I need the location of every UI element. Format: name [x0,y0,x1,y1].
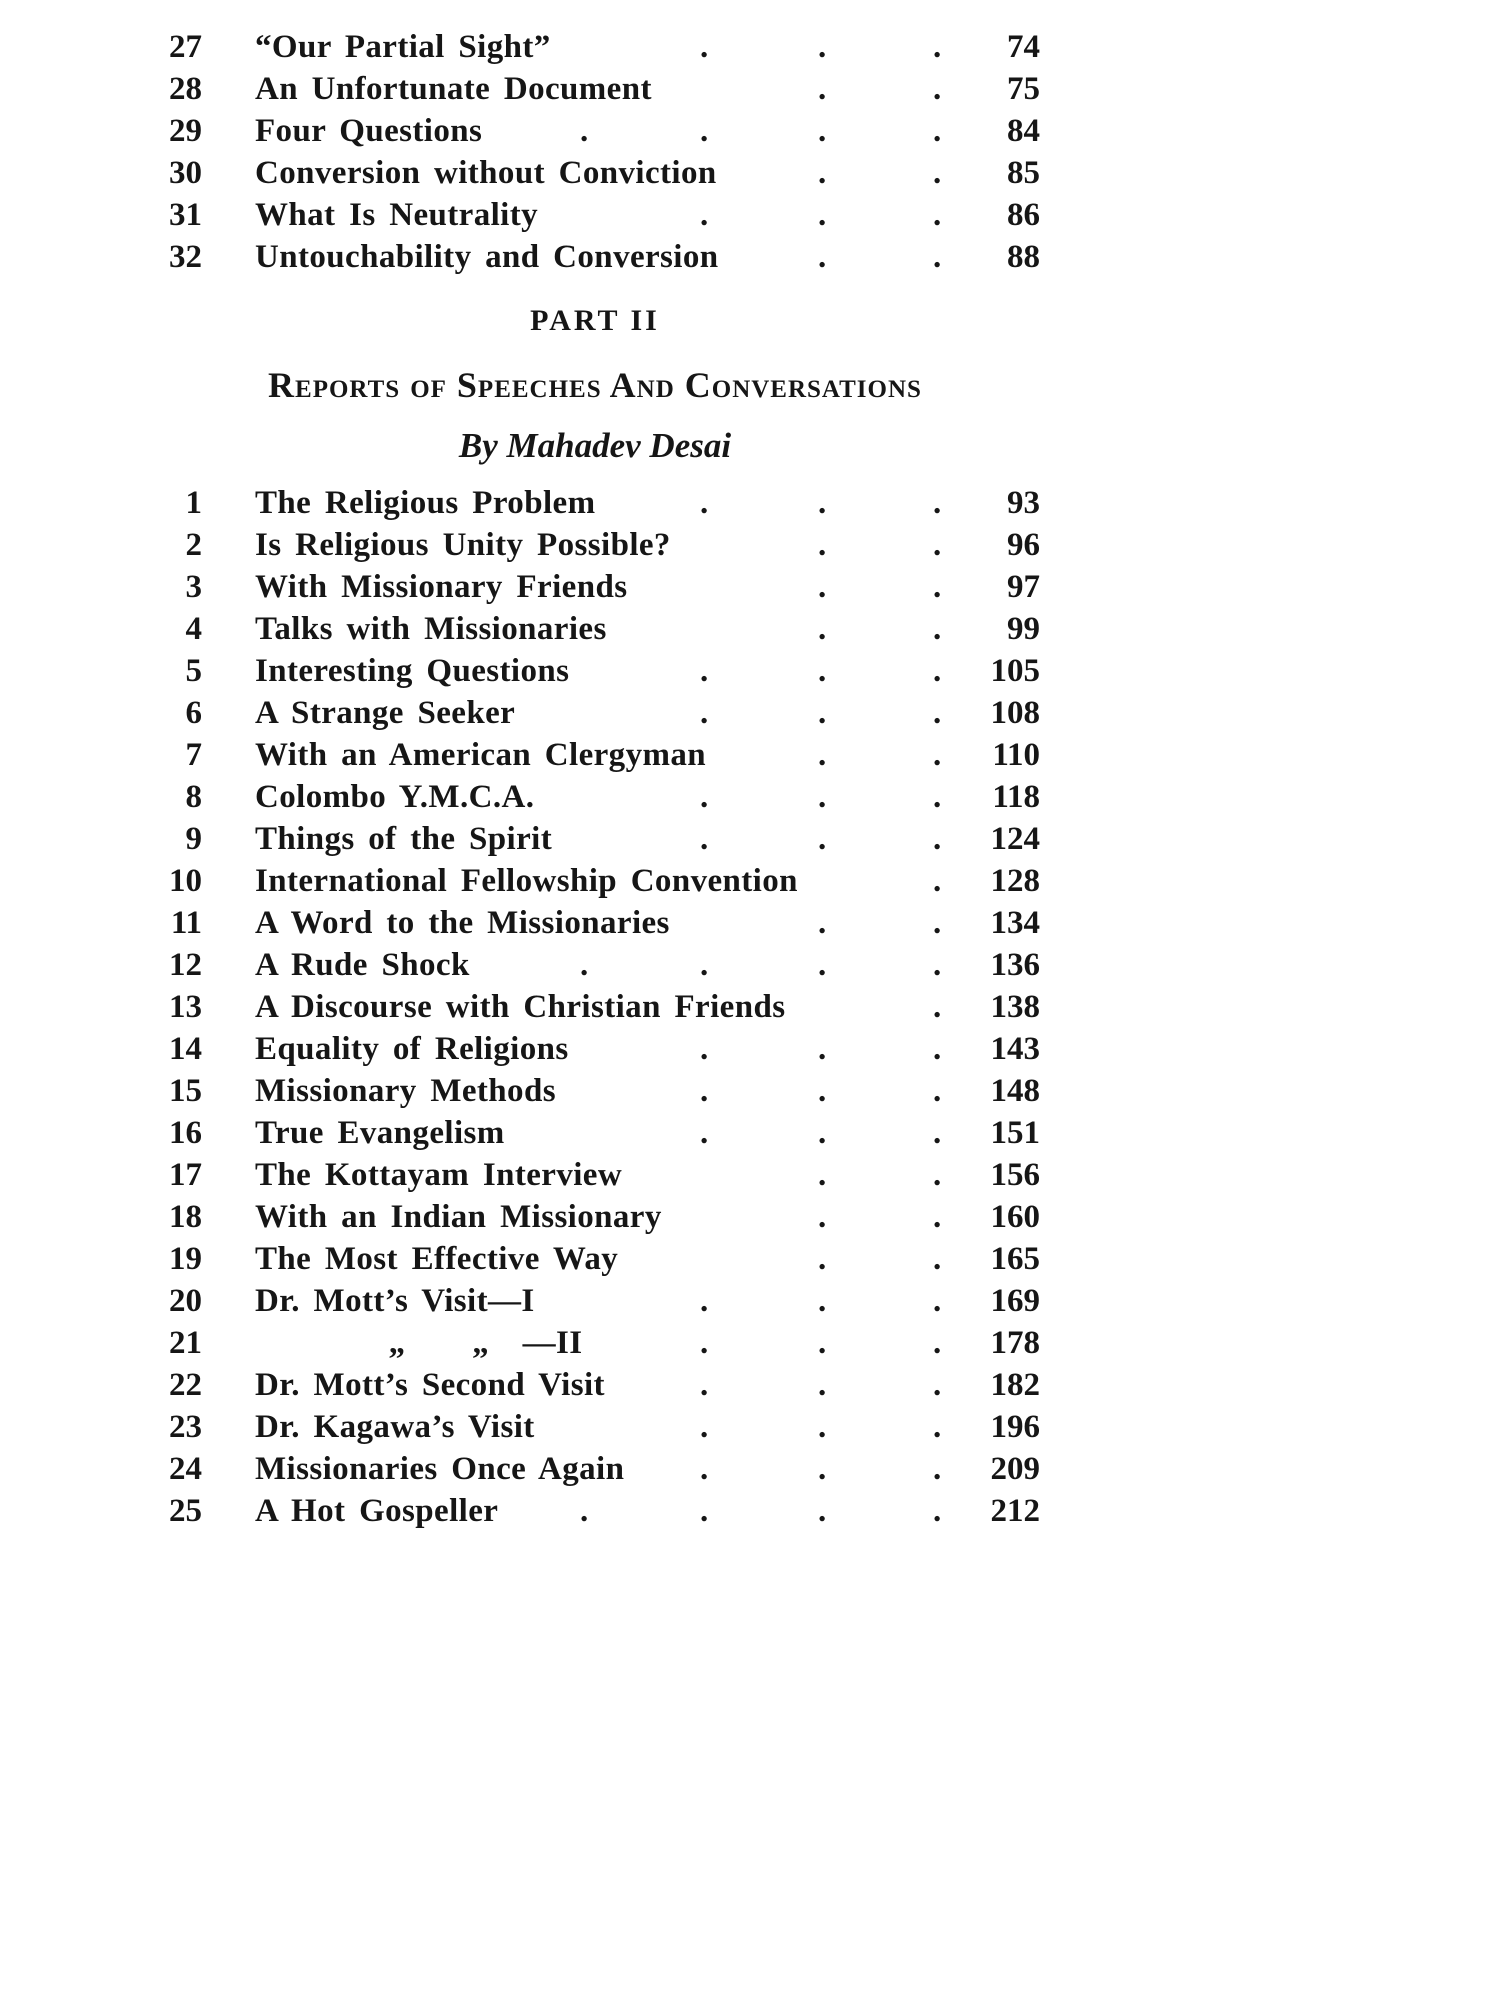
leader-dot: . [700,947,709,983]
entry-page-number: 143 [990,1031,1040,1067]
leader-dot: . [818,239,827,275]
entry-title: An Unfortunate Document [255,71,652,107]
entry-number: 18 [169,1199,202,1235]
leader-dot: . [580,1493,589,1529]
leader-dot: . [933,1325,942,1361]
leader-dot: . [933,695,942,731]
entry-page-number: 138 [990,989,1040,1025]
entry-page-number: 156 [990,1157,1040,1193]
leader-dot: . [933,1451,942,1487]
leader-dot: . [933,1493,942,1529]
leader-dot: . [933,71,942,107]
part2-subheading: Reports of Speeches And Conversations [268,365,922,405]
toc-row [150,68,1040,110]
entry-number: 3 [185,569,202,605]
leader-dot: . [700,653,709,689]
entry-number: 9 [185,821,202,857]
leader-dot: . [933,1241,942,1277]
entry-title: Dr. Mott’s Visit—I [255,1283,535,1319]
leader-dot: . [818,1073,827,1109]
leader-dot: . [933,1073,942,1109]
leader-dot: . [700,29,709,65]
toc-row [150,1406,1040,1448]
entry-title: Is Religious Unity Possible? [255,527,671,563]
entry-number: 32 [169,239,202,275]
entry-page-number: 128 [990,863,1040,899]
toc-row [150,734,1040,776]
leader-dot: . [933,197,942,233]
leader-dot: . [818,197,827,233]
leader-dot: . [933,989,942,1025]
leader-dot: . [580,947,589,983]
entry-title: True Evangelism [255,1115,505,1151]
leader-dot: . [818,611,827,647]
entry-page-number: 86 [1007,197,1040,233]
entry-title: A Word to the Missionaries [255,905,670,941]
leader-dot: . [700,485,709,521]
entry-title: Missionaries Once Again [255,1451,625,1487]
leader-dot: . [933,29,942,65]
leader-dot: . [818,113,827,149]
entry-number: 24 [169,1451,202,1487]
entry-number: 22 [169,1367,202,1403]
leader-dot: . [933,113,942,149]
leader-dot: . [933,569,942,605]
leader-dot: . [818,485,827,521]
leader-dot: . [580,113,589,149]
toc-row [150,524,1040,566]
entry-page-number: 196 [990,1409,1040,1445]
entry-title: Conversion without Conviction [255,155,717,191]
leader-dot: . [933,1031,942,1067]
entry-number: 14 [169,1031,202,1067]
entry-page-number: 178 [990,1325,1040,1361]
entry-title: The Religious Problem [255,485,596,521]
entry-page-number: 108 [990,695,1040,731]
entry-title: With Missionary Friends [255,569,628,605]
leader-dot: . [700,1031,709,1067]
part2-heading: PART II [530,304,660,337]
entry-number: 1 [185,485,202,521]
leader-dot: . [933,737,942,773]
entry-page-number: 105 [990,653,1040,689]
entry-page-number: 169 [990,1283,1040,1319]
entry-page-number: 88 [1007,239,1040,275]
entry-number: 28 [169,71,202,107]
leader-dot: . [933,905,942,941]
entry-page-number: 212 [990,1493,1040,1529]
leader-dot: . [933,1157,942,1193]
leader-dot: . [818,1157,827,1193]
entry-title: Talks with Missionaries [255,611,607,647]
entry-number: 12 [169,947,202,983]
leader-dot: . [933,653,942,689]
entry-page-number: 165 [990,1241,1040,1277]
leader-dot: . [700,1073,709,1109]
entry-page-number: 134 [990,905,1040,941]
toc-row [150,944,1040,986]
toc-row [150,1280,1040,1322]
leader-dot: . [700,1367,709,1403]
leader-dot: . [933,1367,942,1403]
leader-dot: . [818,695,827,731]
leader-dot: . [700,1115,709,1151]
entry-title: A Discourse with Christian Friends [255,989,786,1025]
toc-row [150,1154,1040,1196]
entry-title: Things of the Spirit [255,821,553,857]
entry-number: 29 [169,113,202,149]
entry-page-number: 118 [992,779,1040,815]
leader-dot: . [818,1409,827,1445]
entry-number: 5 [185,653,202,689]
book-page [150,0,1040,1532]
leader-dot: . [818,1325,827,1361]
toc-row [150,650,1040,692]
entry-number: 27 [169,29,202,65]
leader-dot: . [818,29,827,65]
entry-title: A Strange Seeker [255,695,516,731]
toc-row [150,236,1040,278]
toc-row [150,26,1040,68]
toc-row [150,692,1040,734]
entry-page-number: 160 [990,1199,1040,1235]
part2-byline: By Mahadev Desai [458,426,732,465]
entry-page-number: 93 [1007,485,1040,521]
entry-page-number: 136 [990,947,1040,983]
leader-dot: . [700,695,709,731]
toc-row [150,902,1040,944]
entry-number: 15 [169,1073,202,1109]
leader-dot: . [700,197,709,233]
entry-number: 10 [169,863,202,899]
leader-dot: . [818,1031,827,1067]
leader-dot: . [700,113,709,149]
entry-number: 20 [169,1283,202,1319]
leader-dot: . [700,1451,709,1487]
entry-title: The Most Effective Way [255,1241,619,1277]
leader-dot: . [818,527,827,563]
entry-page-number: 74 [1007,29,1040,65]
entry-title: Interesting Questions [255,653,570,689]
leader-dot: . [818,947,827,983]
entry-title: Four Questions [255,113,483,149]
leader-dot: . [933,155,942,191]
toc-row [150,1028,1040,1070]
entry-title: The Kottayam Interview [255,1157,623,1193]
toc-row [150,482,1040,524]
toc-row [150,776,1040,818]
entry-number: 13 [169,989,202,1025]
entry-title: With an Indian Missionary [255,1199,662,1235]
entry-number: 17 [169,1157,202,1193]
leader-dot: . [933,947,942,983]
leader-dot: . [700,1409,709,1445]
entry-page-number: 124 [990,821,1040,857]
entry-number: 16 [169,1115,202,1151]
toc-row [150,1448,1040,1490]
entry-page-number: 96 [1007,527,1040,563]
leader-dot: . [818,71,827,107]
leader-dot: . [933,779,942,815]
leader-dot: . [933,611,942,647]
entry-title: A Rude Shock [255,947,470,983]
toc-row [150,194,1040,236]
entry-page-number: 209 [990,1451,1040,1487]
leader-dot: . [818,1493,827,1529]
entry-number: 23 [169,1409,202,1445]
toc-row [150,1364,1040,1406]
entry-title: Equality of Religions [255,1031,569,1067]
entry-title: Untouchability and Conversion [255,239,719,275]
entry-number: 11 [170,905,202,941]
entry-title: Dr. Mott’s Second Visit [255,1367,605,1403]
leader-dot: . [700,821,709,857]
entry-title: Missionary Methods [255,1073,556,1109]
leader-dot: . [933,1409,942,1445]
toc-row [150,1070,1040,1112]
leader-dot: . [818,1115,827,1151]
leader-dot: . [818,1451,827,1487]
leader-dot: . [818,1283,827,1319]
entry-page-number: 99 [1007,611,1040,647]
leader-dot: . [933,1283,942,1319]
leader-dot: . [933,1199,942,1235]
entry-title: Colombo Y.M.C.A. [255,779,535,815]
leader-dot: . [818,821,827,857]
entry-page-number: 84 [1007,113,1040,149]
entry-number: 4 [185,611,202,647]
leader-dot: . [933,1115,942,1151]
toc-part2-section [150,482,1040,1532]
toc-row [150,152,1040,194]
entry-number: 8 [185,779,202,815]
leader-dot: . [933,821,942,857]
entry-title: With an American Clergyman [255,737,707,773]
entry-number: 25 [169,1493,202,1529]
toc-row [150,1322,1040,1364]
leader-dot: . [933,485,942,521]
entry-number: 30 [169,155,202,191]
leader-dot: . [818,737,827,773]
leader-dot: . [933,863,942,899]
leader-dot: . [818,779,827,815]
leader-dot: . [818,905,827,941]
toc-row [150,1238,1040,1280]
entry-number: 7 [185,737,202,773]
entry-page-number: 85 [1007,155,1040,191]
toc-part1-section [150,26,1040,278]
entry-title: International Fellowship Convention [255,863,798,899]
leader-dot: . [818,1199,827,1235]
entry-title: “Our Partial Sight” [255,29,551,65]
toc-row [150,860,1040,902]
leader-dot: . [933,239,942,275]
toc-row [150,110,1040,152]
entry-page-number: 148 [990,1073,1040,1109]
leader-dot: . [818,653,827,689]
entry-page-number: 97 [1007,569,1040,605]
entry-page-number: 151 [990,1115,1040,1151]
entry-title: What Is Neutrality [255,197,539,233]
entry-page-number: 182 [990,1367,1040,1403]
leader-dot: . [818,155,827,191]
entry-number: 21 [169,1325,202,1361]
toc-row [150,566,1040,608]
leader-dot: . [818,1367,827,1403]
toc-row [150,1112,1040,1154]
leader-dot: . [818,1241,827,1277]
leader-dot: . [700,1325,709,1361]
entry-page-number: 110 [992,737,1040,773]
leader-dot: . [818,569,827,605]
toc-row [150,608,1040,650]
leader-dot: . [700,1283,709,1319]
entry-page-number: 75 [1007,71,1040,107]
entry-title: „ „ —II [255,1325,583,1361]
entry-number: 2 [185,527,202,563]
entry-number: 31 [169,197,202,233]
leader-dot: . [700,1493,709,1529]
toc-row [150,986,1040,1028]
toc-row [150,818,1040,860]
leader-dot: . [700,779,709,815]
entry-title: Dr. Kagawa’s Visit [255,1409,535,1445]
entry-number: 6 [185,695,202,731]
entry-number: 19 [169,1241,202,1277]
toc-row [150,1196,1040,1238]
toc-row [150,1490,1040,1532]
leader-dot: . [933,527,942,563]
entry-title: A Hot Gospeller [255,1493,499,1529]
